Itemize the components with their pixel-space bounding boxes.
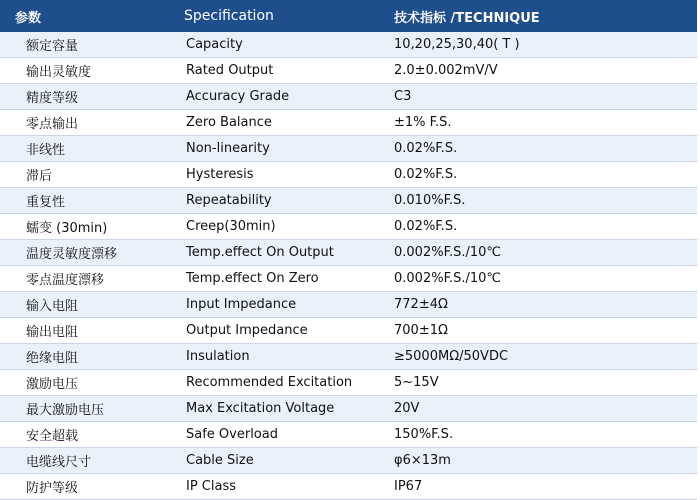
param-name-cn: 额定容量: [0, 32, 172, 58]
param-name-en: IP Class: [172, 474, 384, 500]
param-name-en: Output Impedance: [172, 318, 384, 344]
param-value: 20V: [384, 396, 697, 422]
table-row: [0, 266, 697, 292]
param-value: 0.02%F.S.: [384, 162, 697, 188]
table-row: [0, 58, 697, 84]
table-row: [0, 32, 697, 58]
param-name-en: Insulation: [172, 344, 384, 370]
table-row: [0, 110, 697, 136]
param-value: ≥5000MΩ/50VDC: [384, 344, 697, 370]
param-name-cn: 绝缘电阻: [0, 344, 172, 370]
param-name-en: Temp.effect On Output: [172, 240, 384, 266]
table-row: [0, 240, 697, 266]
param-name-cn: 重复性: [0, 188, 172, 214]
param-value: 700±1Ω: [384, 318, 697, 344]
param-name-en: Max Excitation Voltage: [172, 396, 384, 422]
table-row: [0, 370, 697, 396]
table-row: [0, 474, 697, 500]
param-value: 0.002%F.S./10℃: [384, 266, 697, 292]
param-value: 0.010%F.S.: [384, 188, 697, 214]
param-name-cn: 温度灵敏度漂移: [0, 240, 172, 266]
table-row: [0, 396, 697, 422]
table-row: [0, 214, 697, 240]
table-row: [0, 292, 697, 318]
param-value: φ6×13m: [384, 448, 697, 474]
param-name-cn: 精度等级: [0, 84, 172, 110]
param-name-en: Non-linearity: [172, 136, 384, 162]
param-name-en: Hysteresis: [172, 162, 384, 188]
param-name-en: Zero Balance: [172, 110, 384, 136]
param-name-en: Recommended Excitation: [172, 370, 384, 396]
param-name-cn: 安全超载: [0, 422, 172, 448]
param-name-en: Safe Overload: [172, 422, 384, 448]
header-technique: 技术指标 /TECHNIQUE: [384, 0, 697, 32]
param-value: C3: [384, 84, 697, 110]
param-name-en: Rated Output: [172, 58, 384, 84]
table-row: [0, 162, 697, 188]
table-row: [0, 84, 697, 110]
param-name-cn: 输出灵敏度: [0, 58, 172, 84]
table-body: [0, 32, 697, 500]
param-name-en: Capacity: [172, 32, 384, 58]
param-value: 772±4Ω: [384, 292, 697, 318]
param-name-cn: 零点输出: [0, 110, 172, 136]
param-name-en: Repeatability: [172, 188, 384, 214]
param-name-cn: 防护等级: [0, 474, 172, 500]
table-row: [0, 422, 697, 448]
param-name-cn: 最大激励电压: [0, 396, 172, 422]
param-name-cn: 零点温度漂移: [0, 266, 172, 292]
param-name-cn: 输出电阻: [0, 318, 172, 344]
param-name-cn: 输入电阻: [0, 292, 172, 318]
table-row: [0, 318, 697, 344]
param-value: 0.02%F.S.: [384, 136, 697, 162]
param-name-cn: 非线性: [0, 136, 172, 162]
header-param-cn: 参数: [0, 0, 172, 32]
param-name-en: Cable Size: [172, 448, 384, 474]
table-row: [0, 136, 697, 162]
param-value: 0.02%F.S.: [384, 214, 697, 240]
table-row: [0, 188, 697, 214]
param-name-en: Creep(30min): [172, 214, 384, 240]
table-header-row: [0, 0, 697, 32]
param-name-cn: 电缆线尺寸: [0, 448, 172, 474]
param-name-en: Accuracy Grade: [172, 84, 384, 110]
param-value: 150%F.S.: [384, 422, 697, 448]
param-name-en: Temp.effect On Zero: [172, 266, 384, 292]
param-name-cn: 滞后: [0, 162, 172, 188]
param-value: 10,20,25,30,40( T ): [384, 32, 697, 58]
table-row: [0, 344, 697, 370]
param-value: IP67: [384, 474, 697, 500]
param-name-cn: 蠕变 (30min): [0, 214, 172, 240]
header-specification: Specification: [172, 0, 384, 32]
param-value: 0.002%F.S./10℃: [384, 240, 697, 266]
param-value: ±1% F.S.: [384, 110, 697, 136]
param-value: 2.0±0.002mV/V: [384, 58, 697, 84]
param-name-cn: 激励电压: [0, 370, 172, 396]
table-row: [0, 448, 697, 474]
param-value: 5~15V: [384, 370, 697, 396]
param-name-en: Input Impedance: [172, 292, 384, 318]
